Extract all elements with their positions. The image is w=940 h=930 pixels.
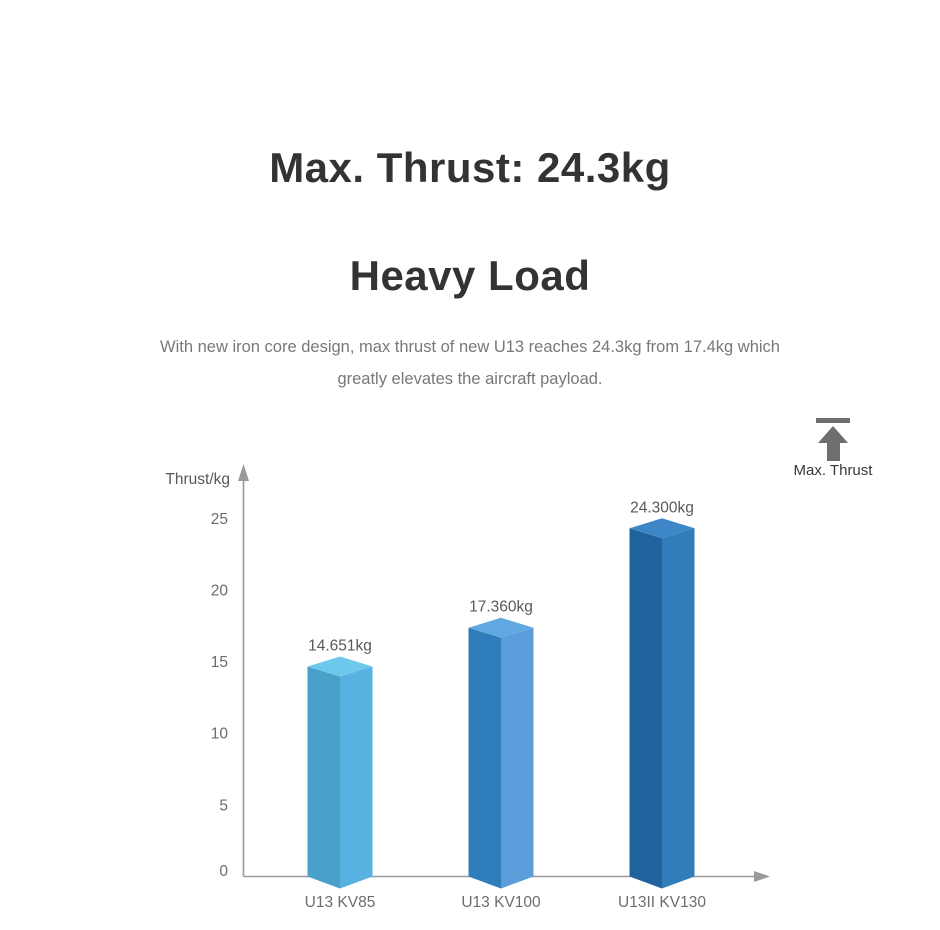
- x-category-label: U13II KV130: [618, 894, 706, 911]
- bar-left-face: [469, 628, 502, 889]
- bar-right-face: [662, 528, 695, 888]
- y-tick-label: 20: [210, 582, 228, 600]
- bar-left-face: [630, 528, 663, 888]
- x-category-label: U13 KV100: [461, 894, 541, 911]
- y-tick-label: 15: [210, 654, 228, 672]
- x-category-label: U13 KV85: [304, 894, 376, 911]
- y-axis-arrowhead: [238, 464, 249, 481]
- legend-label: Max. Thrust: [793, 462, 873, 479]
- bar-right-face: [501, 628, 534, 889]
- bar-value-label: 17.360kg: [469, 598, 533, 616]
- description-line-1: With new iron core design, max thrust of new U13 reaches 24.3kg from 17.4kg which: [160, 338, 780, 356]
- page-title: Max. Thrust: 24.3kg: [269, 144, 671, 191]
- x-axis-arrowhead: [754, 871, 770, 882]
- bar-value-label: 14.651kg: [308, 637, 372, 655]
- description-line-2: greatly elevates the aircraft payload.: [337, 370, 603, 388]
- bar-value-label: 24.300kg: [630, 499, 694, 517]
- page-subtitle: Heavy Load: [349, 252, 591, 299]
- bar-right-face: [340, 667, 373, 889]
- bar-left-face: [308, 667, 341, 889]
- y-axis-title: Thrust/kg: [165, 471, 230, 488]
- y-tick-label: 25: [210, 510, 228, 528]
- y-tick-label: 5: [219, 797, 228, 815]
- y-tick-label: 10: [210, 725, 228, 743]
- y-tick-label: 0: [219, 863, 228, 880]
